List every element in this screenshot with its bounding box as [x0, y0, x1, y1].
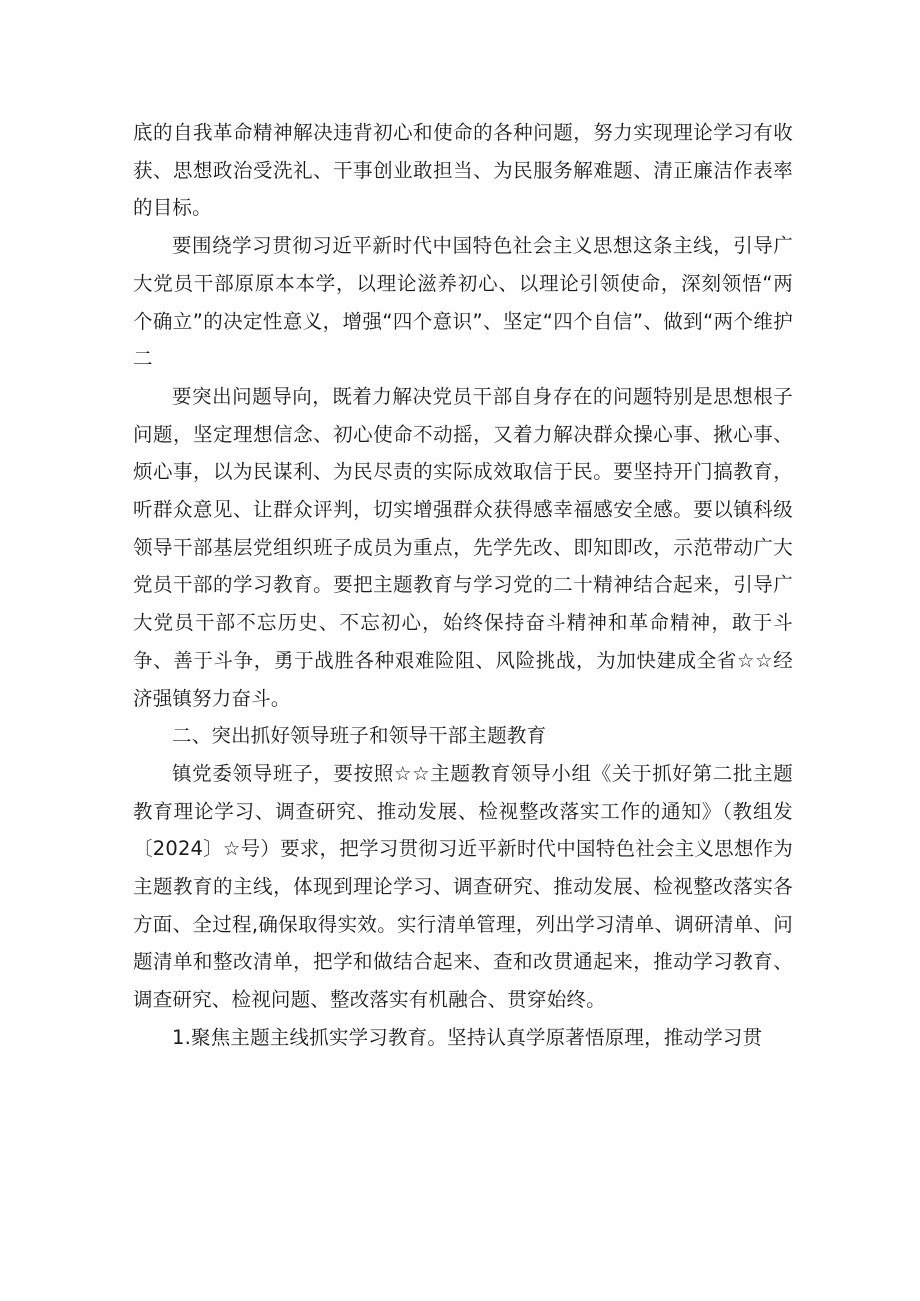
paragraph-problem-orientation: 要突出问题导向，既着力解决党员干部自身存在的问题特别是思想根子问题，坚定理想信念、初心使命不动摇，又着力解决群众操心事、揪心事、烦心事，以为民谋利、为民尽责的实际成效取信于民。要坚持开门搞教育，听群众意见、让群众评判，切实增强群众获得感幸福感安全感。要以镇科级领导干部基层党组织班子成员为重点，先学先改、即知即改，示范带动广大党员干部的学习教育。要把主题教育与学习党的二十精神结合起来，引导广大党员干部不忘历史、不忘初心，始终保持奋斗精神和革命精神，敢于斗争、善于斗争，勇于战胜各种艰难险阻、风险挑战，为加快建成全省☆☆经济强镇努力奋斗。 — [133, 384, 793, 710]
paragraph-item-1: 1.聚焦主题主线抓实学习教育。坚持认真学原著悟原理，推动学习贯 — [172, 1025, 763, 1049]
paragraph-leadership-team: 镇党委领导班子，要按照☆☆主题教育领导小组《关于抓好第二批主题教育理论学习、调查研究、推动发展、检视整改落实工作的通知》（教组发〔2024〕☆号）要求，把学习贯彻习近平新时代中国特色社会主义思想作为主题教育的主线，体现到理论学习、调查研究、推动发展、检视整改落实各方面、全过程,确保取得实效。实行清单管理，列出学习清单、调研清单、问题清单和整改清单，把学和做结合起来、查和改贯通起来，推动学习教育、调查研究、检视问题、整改落实有机融合、贯穿始终。 — [133, 761, 793, 1012]
paragraph-main-line: 要围绕学习贯彻习近平新时代中国特色社会主义思想这条主线，引导广大党员干部原原本本学，以理论滋养初心、以理论引领使命，深刻领悟“两个确立”的决定性意义，增强“四个意识”、坚定“四个自信”、做到“两个维护二 — [133, 234, 793, 371]
document-body — [133, 114, 793, 1057]
paragraph-continuation: 底的自我革命精神解决违背初心和使命的各种问题，努力实现理论学习有收获、思想政治受洗礼、干事创业敢担当、为民服务解难题、清正廉洁作表率的目标。 — [133, 121, 793, 220]
section-heading: 二、突出抓好领导班子和领导干部主题教育 — [172, 724, 547, 748]
